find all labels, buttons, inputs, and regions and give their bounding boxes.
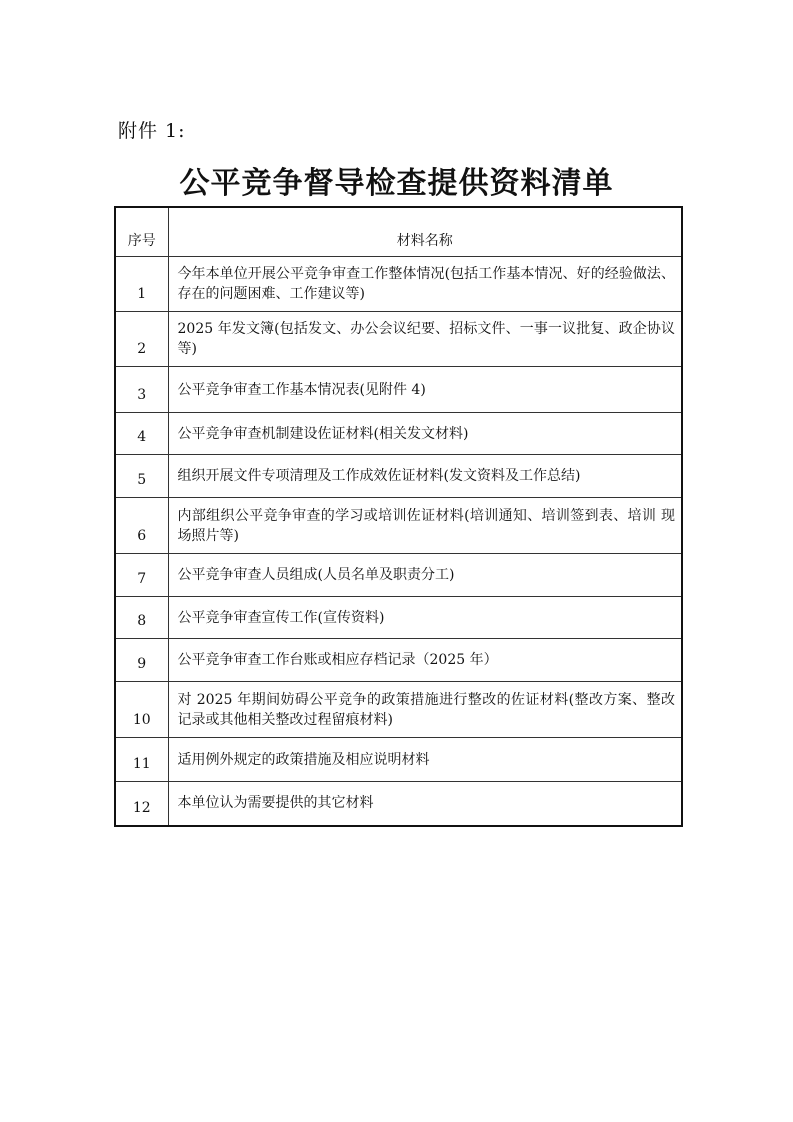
row-number: 8 [115,597,168,639]
row-material: 公平竞争审查宣传工作(宣传资料) [168,597,682,639]
row-number: 11 [115,738,168,782]
table-row [115,312,682,367]
table-row [115,554,682,597]
row-material: 公平竞争审查工作基本情况表(见附件 4) [168,367,682,413]
table-row [115,498,682,554]
materials-table [114,206,683,827]
table-row [115,682,682,738]
row-number: 2 [115,312,168,367]
table-row [115,367,682,413]
row-material: 公平竞争审查机制建设佐证材料(相关发文材料) [168,413,682,455]
row-number: 6 [115,498,168,554]
row-number: 4 [115,413,168,455]
row-number: 7 [115,554,168,597]
table-row [115,455,682,498]
row-material: 本单位认为需要提供的其它材料 [168,782,682,826]
table-row [115,257,682,312]
table-header-row [115,207,682,257]
row-material: 组织开展文件专项清理及工作成效佐证材料(发文资料及工作总结) [168,455,682,498]
row-material: 公平竞争审查人员组成(人员名单及职责分工) [168,554,682,597]
row-number: 1 [115,257,168,312]
row-material: 公平竞争审查工作台账或相应存档记录（2025 年） [168,639,682,682]
table-row [115,639,682,682]
header-material-name: 材料名称 [168,207,682,257]
row-number: 10 [115,682,168,738]
row-number: 3 [115,367,168,413]
table-row [115,597,682,639]
attachment-label: 附件 1: [118,120,186,142]
header-serial-number: 序号 [115,207,168,257]
row-number: 5 [115,455,168,498]
row-material: 对 2025 年期间妨碍公平竞争的政策措施进行整改的佐证材料(整改方案、整改记录或其他相关整改过程留痕材料) [168,682,682,738]
row-number: 12 [115,782,168,826]
table-row [115,413,682,455]
row-material: 适用例外规定的政策措施及相应说明材料 [168,738,682,782]
table-row [115,738,682,782]
document-title: 公平竞争督导检查提供资料清单 [179,166,614,201]
row-material: 今年本单位开展公平竞争审查工作整体情况(包括工作基本情况、好的经验做法、存在的问题困难、工作建议等) [168,257,682,312]
row-material: 2025 年发文簿(包括发文、办公会议纪要、招标文件、一事一议批复、政企协议等) [168,312,682,367]
table-row [115,782,682,826]
row-number: 9 [115,639,168,682]
row-material: 内部组织公平竞争审查的学习或培训佐证材料(培训通知、培训签到表、培训 现场照片等) [168,498,682,554]
